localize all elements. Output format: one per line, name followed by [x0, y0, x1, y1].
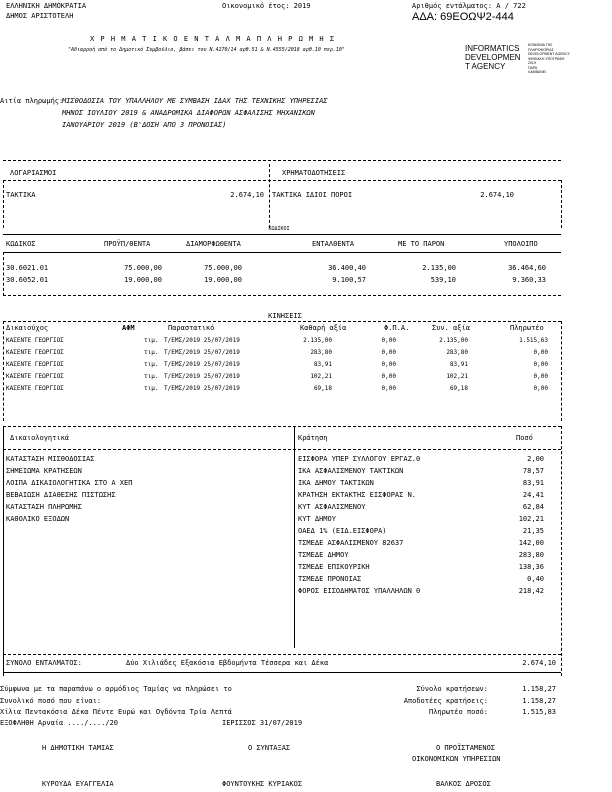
mov-document: Τ/ΕΜΣ/2019 25/07/2019: [164, 385, 240, 392]
mov-col-payable: Πληρωτέο: [510, 324, 544, 332]
deduction-amount: 138,36: [518, 563, 544, 571]
rule-movements-left: [3, 321, 4, 421]
mov-beneficiary: ΚΑΣΕΝΤΕ ΓΕΩΡΓΙΟΣ: [6, 373, 64, 380]
logo-side-4: ΨΗΦΙΑΚΗ ΥΠΟΓΡΑΦΗ: [528, 56, 565, 61]
republic-label: ΕΛΛΗΝΙΚΗ ΔΗΜΟΚΡΑΤΙΑ: [6, 2, 87, 10]
signature-name-head: ΒΑΛΚΟΣ ΔΡΟΣΟΣ: [436, 780, 491, 788]
deduction-label: ΦΟΡΟΣ ΕΙΣΟΔΗΜΑΤΟΣ ΥΠΑΛΛΗΛΩΝ 0: [298, 587, 421, 595]
logo-line-2: DEVELOPMEN: [465, 53, 521, 62]
rule-accounts-center: [269, 164, 270, 228]
current-value: 539,10: [430, 276, 456, 284]
list-item: ΒΕΒΑΙΩΣΗ ΔΙΑΘΕΣΗΣ ΠΙΣΤΩΣΗΣ: [6, 491, 116, 499]
list-item: ΛΟΙΠΑ ΔΙΚΑΙΟΛΟΓΗΤΙΚΑ ΣΤΟ Α ΧΕΠ: [6, 479, 133, 487]
ordered-value: 36.400,40: [328, 264, 366, 272]
budget-value: 75.000,00: [124, 264, 162, 272]
deduction-amount: 102,21: [518, 515, 544, 523]
signature-title-cashier: Η ΔΗΜΟΤΙΚΗ ΤΑΜΙΑΣ: [42, 744, 114, 752]
mov-vat: 0,00: [381, 385, 396, 392]
document-title: Χ Ρ Η Μ Α Τ Ι Κ Ο Ε Ν Τ Α Λ Μ Α Π Λ Η Ρ Ω Μ Η Σ: [90, 35, 336, 43]
fiscal-year: Οικονομικό έτος: 2019: [222, 2, 311, 10]
rule-supporting-left: [3, 426, 4, 676]
deduction-amount: 142,00: [518, 539, 544, 547]
deduction-label: ΙΚΑ ΔΗΜΟΥ ΤΑΚΤΙΚΩΝ: [298, 479, 374, 487]
formed-value: 75.000,00: [204, 264, 242, 272]
codes-col-formed: ΔΙΑΜΟΡΦΩΘΕΝΤΑ: [186, 240, 241, 248]
summary-label: Πληρωτέο ποσό:: [428, 708, 488, 716]
signature-name-composer: ΦΟΥΝΤΟΥΚΗΣ ΚΥΡΙΑΚΟΣ: [222, 780, 303, 788]
mov-col-vat: Φ.Π.Α.: [384, 324, 410, 332]
mov-afm: τιμ.: [144, 385, 159, 392]
logo-line-1: INFORMATICS: [465, 44, 520, 53]
rule-total-bottom: [3, 672, 561, 673]
deductions-header: Κράτηση: [298, 434, 328, 442]
footer-paid-line: ΕΞΟΦΛΗΘΗ Αρναία ..../..../20: [0, 719, 119, 727]
mov-afm: τιμ.: [144, 337, 159, 344]
deduction-amount: 0,40: [527, 575, 544, 583]
rule-codes-left: [3, 252, 4, 296]
total-amount: 2.674,10: [522, 659, 556, 667]
deduction-amount: 78,57: [522, 467, 544, 475]
mov-document: Τ/ΕΜΣ/2019 25/07/2019: [164, 361, 240, 368]
footer-line-2: Συνολικό ποσό που είναι:: [0, 697, 102, 705]
current-value: 2.135,00: [422, 264, 456, 272]
account-amount: 2.674,10: [230, 191, 264, 199]
mov-col-beneficiary: Δικαιούχος: [6, 324, 49, 332]
summary-value: 1.158,27: [522, 697, 556, 705]
mov-net: 69,18: [313, 385, 332, 392]
mov-total: 83,91: [449, 361, 468, 368]
budget-value: 19.000,00: [124, 276, 162, 284]
deduction-amount: 24,41: [522, 491, 544, 499]
signature-name-cashier: ΚΥΡΟΥΔΑ ΕΥΑΓΓΕΛΙΑ: [42, 780, 114, 788]
mov-net: 83,91: [313, 361, 332, 368]
account-label: ΤΑΚΤΙΚΑ: [6, 191, 36, 199]
order-number: Αριθμός εντάλματος: Α / 722: [412, 2, 526, 10]
mov-payable: 1.515,63: [519, 337, 548, 344]
deduction-label: ΚΡΑΤΗΣΗ ΕΚΤΑΚΤΗΣ ΕΙΣΦΟΡΑΣ Ν.: [298, 491, 417, 499]
rule-supporting-top: [3, 426, 561, 427]
mov-total: 69,18: [449, 385, 468, 392]
mov-vat: 0,00: [381, 373, 396, 380]
balance-value: 36.464,60: [508, 264, 546, 272]
rule-codes-bottom: [3, 295, 561, 296]
codes-col-budget: ΠΡΟΫΠ/ΘΕΝΤΑ: [104, 240, 151, 248]
summary-value: 1.158,27: [522, 685, 556, 693]
formed-value: 19.000,00: [204, 276, 242, 284]
cause-label: Αιτία πληρωμής:: [0, 97, 64, 105]
codes-col-balance: ΥΠΟΛΟΙΠΟ: [504, 240, 538, 248]
logo-side-7: ΛΑΜΒΑΝΕΙ: [528, 70, 547, 74]
mov-vat: 0,00: [381, 337, 396, 344]
deduction-label: ΟΑΕΔ 1% (ΕΙΔ.ΕΙΣΦΟΡΑ): [298, 527, 387, 535]
list-item: ΚΑΤΑΣΤΑΣΗ ΠΛΗΡΩΜΗΣ: [6, 503, 82, 511]
code-value: 30.6021.01: [6, 264, 49, 272]
deduction-amount: 21,35: [522, 527, 544, 535]
deduction-label: ΤΣΜΕΔΕ ΑΣΦΑΛΙΣΜΕΝΟΥ 82637: [298, 539, 404, 547]
mov-net: 102,21: [310, 373, 332, 380]
logo-side-2: ΠΛΗΡΟΦΟΡΙΑΣ: [528, 47, 554, 52]
footer-amount-words: Χίλια Πεντακόσια Δέκα Πέντε Ευρώ και Ογδόντα Τρία Λεπτά: [0, 708, 232, 716]
summary-value: 1.515,83: [522, 708, 556, 716]
mov-payable: 0,00: [533, 373, 548, 380]
mov-payable: 0,00: [533, 385, 548, 392]
deduction-amount: 2,00: [527, 455, 544, 463]
rule-accounts-top: [3, 160, 561, 161]
mov-col-afm: ΑΦΜ: [122, 324, 135, 332]
place-date: ΙΕΡΙΣΣΟΣ 31/07/2019: [222, 719, 303, 727]
ada-code: ΑΔΑ: 69ΕΟΩΨ2-444: [412, 11, 514, 23]
logo-line-3: T AGENCY: [465, 62, 506, 71]
movements-section-label: ΚΙΝΗΣΕΙΣ: [268, 312, 302, 320]
cause-line-3: ΙΑΝΟΥΑΡΙΟΥ 2019 (Β'ΔΟΣΗ ΑΠΟ 3 ΠΡΟΝΟΙΑΣ): [62, 121, 227, 129]
cause-line-2: ΜΗΝΟΣ ΙΟΥΛΙΟΥ 2019 & ΑΝΑΔΡΟΜΙΚΑ ΔΙΑΦΟΡΩΝ ΑΣΦΑΛΙΣΗΣ ΜΗΧΑΝΙΚΩΝ: [62, 109, 315, 117]
mov-total: 283,80: [446, 349, 468, 356]
logo-side-6: ΠΑΡΑ: [528, 65, 538, 70]
rule-accounts-right: [561, 180, 562, 228]
accounts-header: ΛΟΓΑΡΙΑΣΜΟΙ: [10, 169, 57, 177]
codes-col-ordered: ΕΝΤΑΛΘΕΝΤΑ: [312, 240, 355, 248]
funding-label: ΤΑΚΤΙΚΑ ΙΔΙΟΙ ΠΟΡΟΙ: [272, 191, 353, 199]
rule-supporting-head: [3, 449, 561, 450]
codes-col-code: ΚΩΔΙΚΟΣ: [6, 240, 36, 248]
mov-document: Τ/ΕΜΣ/2019 25/07/2019: [164, 373, 240, 380]
logo-side-3: DEVELOPMENT AGENCY: [528, 52, 570, 56]
logo-side-1: ΚΟΙΝΩΝΙΑ ΤΗΣ: [528, 43, 553, 47]
mov-beneficiary: ΚΑΣΕΝΤΕ ΓΕΩΡΓΙΟΣ: [6, 361, 64, 368]
deduction-label: ΕΙΣΦΟΡΑ ΥΠΕΡ ΣΥΛΛΟΓΟΥ ΕΡΓΑΖ.0: [298, 455, 421, 463]
mov-beneficiary: ΚΑΣΕΝΤΕ ΓΕΩΡΓΙΟΣ: [6, 385, 64, 392]
mov-afm: τιμ.: [144, 349, 159, 356]
mov-beneficiary: ΚΑΣΕΝΤΕ ΓΕΩΡΓΙΟΣ: [6, 337, 64, 344]
deduction-label: ΚΥΤ ΔΗΜΟΥ: [298, 515, 336, 523]
codes-col-current: ΜΕ ΤΟ ΠΑΡΟΝ: [398, 240, 445, 248]
cause-line-1: ΜΙΣΘΟΔΟΣΙΑ ΤΟΥ ΥΠΑΛΛΗΛΟΥ ΜΕ ΣΥΜΒΑΣΗ ΙΔΑΧ ΤΗΣ ΤΕΧΝΙΚΗΣ ΥΠΗΡΕΣΙΑΣ: [62, 97, 328, 105]
deduction-label: ΚΥΤ ΑΣΦΑΛΙΣΜΕΝΟΥ: [298, 503, 366, 511]
deduction-label: ΤΣΜΕΔΕ ΕΠΙΚΟΥΡΙΚΗ: [298, 563, 370, 571]
rule-supporting-center: [294, 426, 295, 648]
mov-col-total: Συν. αξία: [432, 324, 470, 332]
mov-beneficiary: ΚΑΣΕΝΤΕ ΓΕΩΡΓΙΟΣ: [6, 349, 64, 356]
list-item: ΚΑΘΟΛΙΚΟ ΕΞΟΔΩΝ: [6, 515, 70, 523]
rule-accounts-left: [3, 180, 4, 228]
rule-codes-head: [3, 252, 561, 253]
signature-title-dept: ΟΙΚΟΝΟΜΙΚΩΝ ΥΠΗΡΕΣΙΩΝ: [412, 755, 501, 763]
rule-total-top: [3, 654, 561, 655]
rule-supporting-right: [561, 426, 562, 676]
deduction-label: ΤΣΜΕΔΕ ΔΗΜΟΥ: [298, 551, 349, 559]
amount-header: Ποσό: [516, 434, 533, 442]
mov-payable: 0,00: [533, 361, 548, 368]
mov-vat: 0,00: [381, 349, 396, 356]
mov-payable: 0,00: [533, 349, 548, 356]
footer-line-1: Σύμφωνα με τα παραπάνω ο αρμόδιος Ταμίας να πληρώσει το: [0, 685, 232, 693]
signature-title-composer: Ο ΣΥΝΤΑΞΑΣ: [248, 744, 291, 752]
document-subtitle: "Αδιαρροή από το Δημοτικό Συμβούλιο, βάσει του Ν.4270/14 αρθ.51 & Ν.4555/2018 αρθ.10 περ.10": [68, 47, 345, 53]
code-value: 30.6052.01: [6, 276, 49, 284]
mov-col-document: Παραστατικό: [168, 324, 215, 332]
deduction-amount: 283,80: [518, 551, 544, 559]
deduction-label: ΤΣΜΕΔΕ ΠΡΟΝΟΙΑΣ: [298, 575, 362, 583]
codes-section-label: ΚΩΔΙΚΟΙ: [268, 226, 290, 232]
funding-amount: 2.674,10: [480, 191, 514, 199]
deduction-label: ΙΚΑ ΑΣΦΑΛΙΣΜΕΝΟΥ ΤΑΚΤΙΚΩΝ: [298, 467, 404, 475]
deduction-amount: 83,91: [522, 479, 544, 487]
deduction-amount: 62,84: [522, 503, 544, 511]
mov-net: 2.135,00: [303, 337, 332, 344]
signature-title-head: Ο ΠΡΟΪΣΤΑΜΕΝΟΣ: [436, 744, 496, 752]
mov-net: 283,80: [310, 349, 332, 356]
ordered-value: 9.100,57: [332, 276, 366, 284]
summary-label: Αποδοτέες κρατήσεις:: [403, 697, 488, 705]
mov-total: 102,21: [446, 373, 468, 380]
funding-header: ΧΡΗΜΑΤΟΔΟΤΗΣΕΙΣ: [282, 169, 346, 177]
municipality-label: ΔΗΜΟΣ ΑΡΙΣΤΟΤΕΛΗ: [6, 12, 74, 20]
balance-value: 9.360,33: [512, 276, 546, 284]
list-item: ΣΗΜΕΙΩΜΑ ΚΡΑΤΗΣΕΩΝ: [6, 467, 82, 475]
list-item: ΚΑΤΑΣΤΑΣΗ ΜΙΣΘΟΔΟΣΙΑΣ: [6, 455, 95, 463]
rule-accounts-mid: [3, 180, 561, 181]
mov-col-net: Καθαρή αξία: [300, 324, 347, 332]
rule-movements-right: [561, 321, 562, 421]
mov-document: Τ/ΕΜΣ/2019 25/07/2019: [164, 349, 240, 356]
mov-total: 2.135,00: [439, 337, 468, 344]
mov-afm: τιμ.: [144, 373, 159, 380]
mov-afm: τιμ.: [144, 361, 159, 368]
rule-movements-top: [3, 321, 561, 322]
total-words: Δύο Χιλιάδες Εξακόσια Εβδομήντα Τέσσερα και Δέκα: [126, 659, 329, 667]
supporting-header: Δικαιολογητικά: [10, 434, 70, 442]
rule-codes-top: [3, 234, 561, 235]
mov-document: Τ/ΕΜΣ/2019 25/07/2019: [164, 337, 240, 344]
deduction-amount: 218,42: [518, 587, 544, 595]
summary-label: Σύνολο κρατήσεων:: [416, 685, 488, 693]
total-label: ΣΥΝΟΛΟ ΕΝΤΑΛΜΑΤΟΣ:: [6, 659, 82, 667]
mov-vat: 0,00: [381, 361, 396, 368]
logo-side-5: 2019: [528, 61, 536, 65]
